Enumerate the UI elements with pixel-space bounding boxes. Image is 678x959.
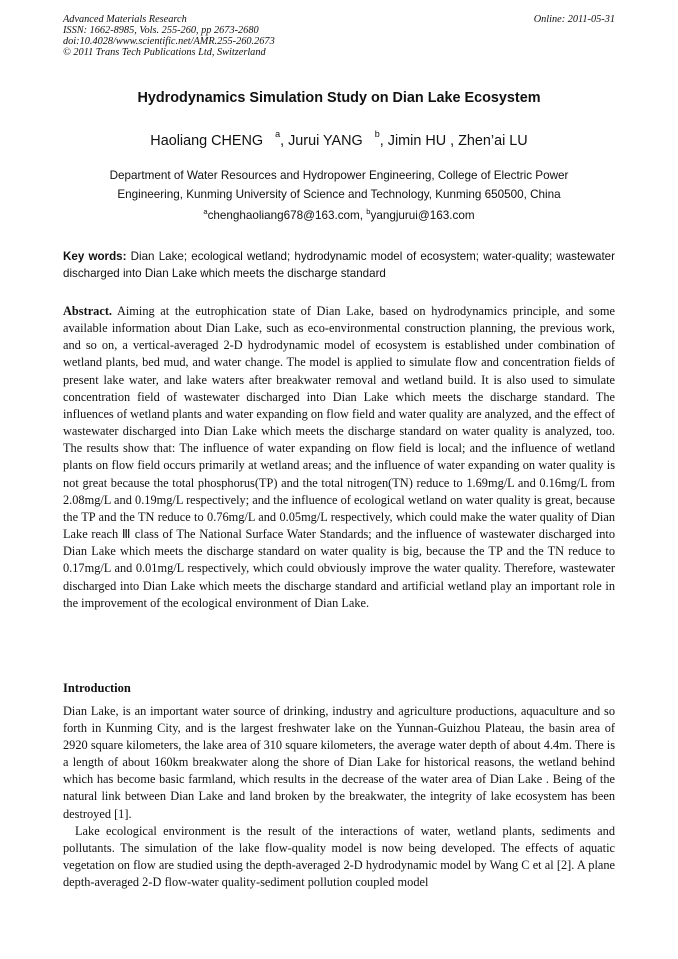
email-b: yangjurui@163.com	[370, 209, 475, 222]
abstract-section	[63, 303, 615, 612]
copyright-line: © 2011 Trans Tech Publications Ltd, Switzerland	[63, 47, 266, 58]
online-date: Online: 2011-05-31	[533, 14, 615, 25]
other-authors: , Jimin HU , Zhen’ai LU	[379, 133, 528, 149]
affiliation-line-1: Department of Water Resources and Hydropower Engineering, College of Electric Power	[109, 169, 569, 182]
email-a: chenghaoliang678@163.com,	[207, 209, 367, 222]
affiliation	[0, 167, 678, 204]
intro-paragraph-1: Dian Lake, is an important water source of drinking, industry and agriculture productions, aquaculture and so forth in Kunming City, and is the largest freshwater lake on the Yunnan-Guizhou Plateau, the basin area of 2920 square kilometers, the lake area of 310 square kilometers, the average water depth of about 4.4m. There is a length of about 160km breakwater along the shore of Dian Lake for historical reasons, the wetland behind which has become basic farmland, which results in the decrease of the water area of Dian Lake . Being of the natural link between Dian Lake and land broken by the breakwater, the integrity of lake ecosystem has been destroyed [1].	[63, 704, 615, 821]
author-1: Haoliang CHENG	[150, 133, 264, 149]
publication-header	[63, 14, 615, 58]
abstract-label: Abstract.	[63, 304, 113, 318]
doi-line: doi:10.4028/www.scientific.net/AMR.255-260.2673	[63, 36, 275, 47]
author-1-affil-mark: a	[275, 129, 281, 140]
affiliation-line-2: Engineering, Kunming University of Science and Technology, Kunming 650500, China	[117, 187, 561, 201]
email-b-mark: b	[366, 207, 371, 217]
keywords-text: Dian Lake; ecological wetland; hydrodynamic model of ecosystem; water-quality; wastewater discharged into Dian Lake which meets the discharge standard	[63, 250, 615, 280]
introduction-body	[63, 703, 615, 891]
author-2: , Jurui YANG	[280, 133, 363, 149]
author-2-affil-mark: b	[374, 129, 380, 140]
intro-paragraph-2: Lake ecological environment is the result of the interactions of water, wetland plants, sediments and pollutants. The simulation of the lake flow-quality model is now being developed. The effects of aquatic vegetation on flow are studied using the depth-averaged 2-D hydrodynamic model by Wang C et al [2]. A plane depth-averaged 2-D flow-water quality-sediment pollution coupled model	[63, 823, 615, 889]
email-a-mark: a	[203, 207, 208, 217]
paper-title: Hydrodynamics Simulation Study on Dian Lake Ecosystem	[137, 90, 541, 106]
author-list	[0, 131, 678, 151]
issn-line: ISSN: 1662-8985, Vols. 255-260, pp 2673-2680	[63, 25, 259, 36]
journal-name: Advanced Materials Research	[63, 14, 187, 25]
keywords-label: Key words:	[63, 250, 127, 263]
introduction-heading: Introduction	[63, 681, 131, 695]
author-emails	[0, 207, 678, 225]
abstract-text: Aiming at the eutrophication state of Dian Lake, based on hydrodynamics principle, and some available information about Dian Lake, such as eco-environmental construction planning, the previous work, and so on, a vertical-averaged 2-D hydrodynamic model of ecosystem is established under combination of wetland plants, bed mud, and water change. The model is applied to simulate flow and concentration fields of present lake water, and lake waters after breakwater removal and wetland build. It is also used to simulate concentration field of wastewater discharged into Dian Lake which meets the discharge standard. The influences of wetland plants and water expanding on flow field and water quality are analyzed, and the effect of wastewater discharged into Dian Lake which meets the discharge standard on water quality is analyzed, too. The results show that: The influence of water expanding on flow field is local; and the influence of wetland plants on flow field occurs primarily at wetland areas; and the influence of water expanding on water quality is not great because the total phosphorus(TP) and the total nitrogen(TN) reduce to 1.69mg/L and 0.16mg/L from 2.08mg/L and 0.19mg/L respectively; and the influence of ecological wetland on water quality is great, because the TP and the TN reduce to 0.76mg/L and 0.05mg/L respectively, which could make the water quality of Dian Lake reach Ⅲ class of The National Surface Water Standards; and the influence of wastewater discharged into Dian Lake which meets the discharge standard on water quality is big, because the TP and the TN reduce to 0.17mg/L and 0.01mg/L respectively, which could obviously improve the water quality. Therefore, wastewater discharged into Dian Lake which meets the discharge standard and artificial wetland play an important role in the improvement of the ecological environment of Dian Lake.	[63, 304, 615, 610]
keywords-section	[63, 248, 615, 282]
